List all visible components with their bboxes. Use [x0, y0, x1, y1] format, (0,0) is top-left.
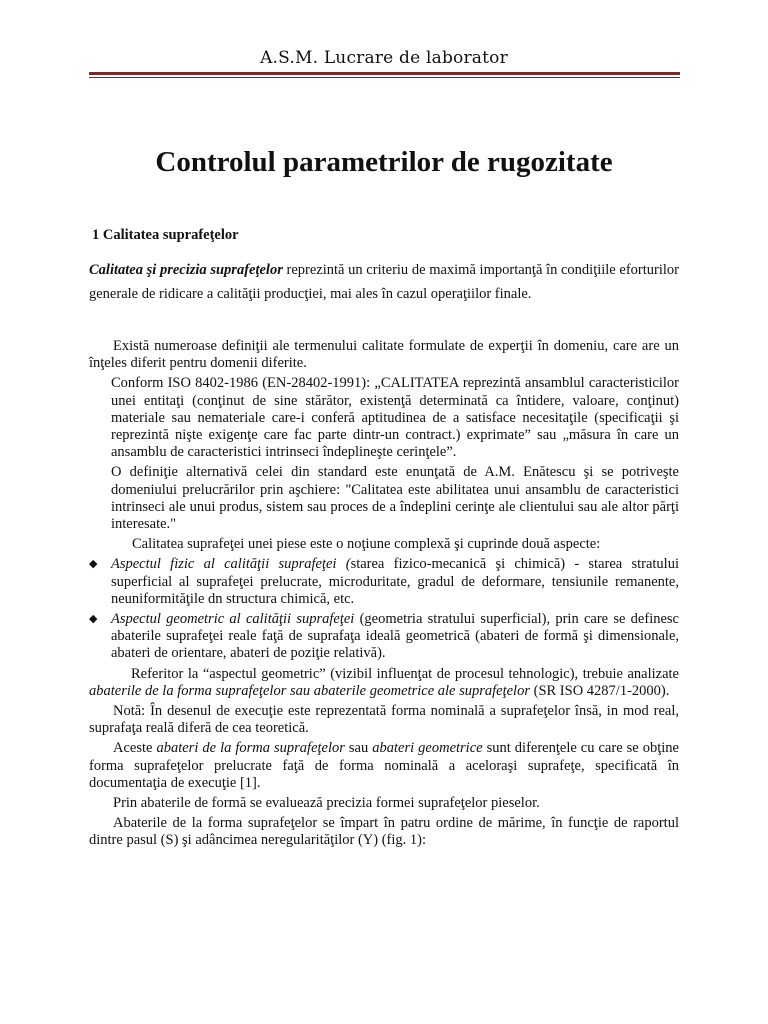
bullet-item-physical — [89, 556, 679, 608]
bullet-item-geometric — [89, 611, 679, 663]
paragraph-2: Conform ISO 8402-1986 (EN-28402-1991): „CALITATEA reprezintă ansamblul caracteristicilor unei entitaţi (conţinut de sine stărător, existenţă determinată ca întidere, valoare, conţinut) materiale sau nemateriale care-i conferă aptitudinea de a satisface necesitaţile (specificaţii şi reprezintă nişte exigenţe care fac parte dintr-un contract.) exprimate” sau „măsura în care un ansamblu de caracteristici intrinseci îndeplineşte cerinţele”. — [111, 375, 679, 461]
paragraph-4: Calitatea suprafeţei unei piese este o noţiune complexă şi cuprinde două aspecte: — [132, 536, 601, 553]
paragraph-7-italic-2: abateri geometrice — [372, 740, 483, 757]
body-text — [89, 338, 679, 853]
page-header: A.S.M. Lucrare de laborator — [260, 48, 508, 68]
paragraph-7 — [89, 740, 679, 792]
paragraph-8: Prin abaterile de formă se evaluează precizia formei suprafeţelor pieselor. — [113, 795, 540, 812]
paragraph-1: Există numeroase definiţii ale termenului calitate formulate de experţii în domeniu, care are un înţeles diferit pentru domenii diferite. — [89, 338, 679, 372]
paragraph-7-italic-1: abateri de la forma suprafeţelor — [156, 740, 345, 757]
bullet-2-italic: Aspectul geometric al calităţii suprafeţei — [111, 611, 355, 628]
diamond-bullet-icon: ◆ — [89, 558, 98, 571]
paragraph-5 — [89, 666, 679, 700]
bullet-1-italic: Aspectul fizic al calităţii suprafeţei ( — [111, 556, 351, 573]
header-rule-thin — [89, 77, 680, 78]
header-rule-thick — [89, 72, 680, 75]
bullet-2-text: (geometria stratului superficial), prin care se definesc abaterile suprafeţei reale faţă de suprafaţa ideală geometrică (abateri de formă şi dimensionale, abateri de orientare, abateri de poziţie relativă). — [111, 611, 679, 662]
paragraph-3: O definiţie alternativă celei din standard este enunţată de A.M. Enătescu şi se potriveşte domeniului prelucrărilor prin aşchiere: "Calitatea este abilitatea unui ansamblu de caracteristici intrinseci ale unui produs, sistem sau proces de a îndeplini cerinţe ale clientului sau ale altor părţi interesate." — [111, 464, 679, 533]
intro-lead: Calitatea şi precizia suprafeţelor — [89, 262, 283, 278]
paragraph-9: Abaterile de la forma suprafeţelor se împart în patru ordine de mărime, în funcţie de raportul dintre pasul (S) şi adâncimea neregularităţilor (Y) (fig. 1): — [89, 815, 679, 849]
paragraph-5-b: (SR ISO 4287/1-2000). — [529, 682, 670, 699]
document-title: Controlul parametrilor de rugozitate — [155, 146, 613, 178]
intro-paragraph — [89, 258, 679, 306]
paragraph-7-b: sau — [344, 740, 373, 757]
paragraph-5-a: Referitor la “aspectul geometric” (vizibil influenţat de procesul tehnologic), trebuie analizate — [131, 665, 679, 682]
paragraph-7-a: Aceste — [113, 740, 157, 757]
paragraph-5-italic: abaterile de la forma suprafeţelor sau abaterile geometrice ale suprafeţelor — [89, 682, 530, 699]
bullet-1-text: starea fizico-mecanică şi chimică) - starea stratului superficial al suprafeţei prelucrate, microduritate, gradul de deformare, tensiunile remanente, neuniformităţile dn structura chimică, etc. — [111, 556, 679, 607]
diamond-bullet-icon: ◆ — [89, 613, 98, 626]
intro-text: reprezintă un criteriu de maximă importanţă în condiţiile eforturilor generale de ridicare a calităţii producţiei, mai ales în cazul operaţiilor finale. — [89, 262, 679, 302]
paragraph-7-c: sunt diferenţele cu care se obţine forma suprafeţelor prelucrate faţă de forma nominală a aceloraşi suprafeţe, specificată în documentaţia de execuţie [1]. — [89, 740, 679, 791]
paragraph-6: Notă: În desenul de execuţie este reprezentată forma nominală a suprafeţelor însă, in mod real, suprafaţa reală diferă de cea teoretică. — [89, 703, 679, 737]
section-heading: 1 Calitatea suprafeţelor — [92, 227, 239, 243]
